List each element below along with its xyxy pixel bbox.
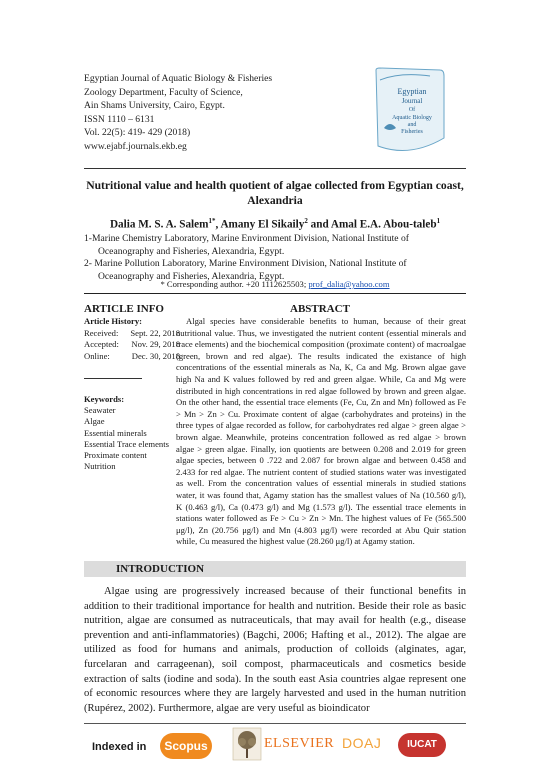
logo-text-line: Journal [401, 97, 423, 105]
logo-text-line: Egyptian [397, 87, 427, 96]
author-affil-mark: 1 [436, 217, 441, 225]
section-divider [84, 293, 466, 294]
author-separator: and [307, 218, 331, 231]
journal-issn: ISSN 1110 – 6131 [84, 113, 155, 125]
indexed-in-label: Indexed in [92, 741, 147, 753]
journal-logo [370, 66, 450, 158]
iucat-logo[interactable]: IUCAT [398, 733, 446, 757]
doaj-logo[interactable]: DOAJ [342, 735, 382, 751]
author-affil-mark: 2 [304, 217, 308, 225]
history-row-value: Dec. 30, 2018 [131, 350, 180, 361]
author-affil-mark: 1* [208, 217, 216, 225]
affiliation-line: Oceanography and Fisheries, Alexandria, Egypt. [98, 270, 285, 282]
abstract-heading: ABSTRACT [290, 303, 350, 315]
history-row [84, 351, 180, 363]
history-row [84, 328, 180, 340]
history-row-label: Received: [84, 327, 119, 338]
history-row-value: Nov. 29, 2018 [131, 339, 180, 350]
keyword-item: Essential minerals [84, 427, 147, 438]
journal-info [84, 72, 272, 154]
article-info-heading: ARTICLE INFO [84, 303, 164, 315]
article-history [84, 316, 180, 362]
footer-divider [84, 723, 466, 724]
introduction-text: Algae using are progressively increased because of their functional benefits in addition to their traditional importance for health and nutrition. Beside their role as basic nutrition, algae are consumed as nutraceuticals, that may avail for health (e.g., disease prevention and anti-inflammatories) (Bagchi, 2006; Hafting et al., 2012). The algae are utilized as food for humans and animals, production of colloids (alginates, agar, furcelaran and carrageenan), soil compost, pharmaceuticals and cosmetics beside extraction of salts (iodine and soda). In the south east Asia countries algae represent one of economic resources where they are largely harvested and used in the human nutrition (Rupérez, 2002). Furthermore, algae are very useful as bioindicator [84, 586, 466, 714]
journal-website: www.ejabf.journals.ekb.eg [84, 140, 187, 152]
journal-department: Zoology Department, Faculty of Science, [84, 86, 243, 98]
keyword-item: Nutrition [84, 461, 116, 472]
keyword-item: Proximate content [84, 450, 147, 461]
author-name: Amany El Sikaily [220, 218, 305, 231]
affiliation-line: 1-Marine Chemistry Laboratory, Marine Environment Division, National Institute of [84, 233, 409, 244]
journal-name: Egyptian Journal of Aquatic Biology & Fisheries [84, 73, 273, 84]
affiliations [84, 233, 466, 283]
history-row-label: Accepted: [84, 339, 119, 350]
header-divider [84, 168, 466, 169]
affiliation-line: Oceanography and Fisheries, Alexandria, Egypt. [98, 245, 285, 257]
logo-text-line: Of [408, 107, 416, 113]
journal-university: Ain Shams University, Cairo, Egypt. [84, 100, 225, 112]
keyword-item: Seawater [84, 405, 116, 416]
logo-text-line: Fisheries [401, 129, 423, 135]
elsevier-logo[interactable]: ELSEVIER [264, 736, 335, 751]
affiliation-line: 2- Marine Pollution Laboratory, Marine Environment Division, National Institute of [84, 258, 407, 270]
introduction-heading: INTRODUCTION [116, 563, 205, 575]
author-separator: , [215, 218, 221, 231]
history-label: Article History: [84, 316, 142, 326]
history-row [84, 339, 180, 351]
keywords [84, 394, 184, 472]
keyword-item: Essential Trace elements [84, 438, 169, 449]
abstract-text: Algal species have considerable benefits to human, because of their great nutritional value. Thus, we investigated the nutrient content (essential minerals and trace elements) and the biochemical composition (proximate content) of macroalgae (green, brown and red algae). The results indicated the existance of high concentrations of the essential minerals as Na, K, Ca and Mg. Brown algae gave high Na and K values followed by red and green algae. While, Ca and Mg were distributed in high concentrations in red algae followed by brown and green algae. On the other hand, the essential trace elements (Fe, Cu, Zn and Mn) followed as Fe > Mn > Zn > Cu. Proximate content of algae (carbohydrates and proteins) in the three types of algae recorded as follow, for carbohydrates red algae > green algae > brown algae. Meanwhile, proteins concentration followed as red algae > brown algae > green algae. Finally, ion quotients are between 0.208 and 2.019 for green algae species, between 0 .722 and 2.087 for brown algae and between 0.458 and 2.433 for red algae. The nutrient content of studied stations water was investigated as well. From the concentration values of essential minerals in studied stations water, it was found that, Agamy station has the smallest values of Na (10.560 g/l), K (0.463 g/l), Ca (0.473 g/l) and Mg (1.573 g/l). The essential trace elements in stations water followed as Fe > Cu > Zn > Mn. The highest values of Fe (565.500 μg/l), Zn (20.756 μg/l) and Mn (4.803 μg/l) were recorded at Abu Quir station while, Cu measured the highest value (28.260 μg/l) at Agamy station. [176, 316, 466, 547]
keywords-label: Keywords: [84, 394, 125, 404]
author-list [84, 217, 466, 231]
corresponding-author [84, 279, 466, 289]
corresponding-text: * Corresponding author. +20 1112625503; [160, 279, 309, 289]
author-name: Dalia M. S. A. Salem [109, 218, 209, 231]
author-name: Amal E.A. Abou-taleb [330, 218, 437, 231]
paper-title: Nutritional value and health quotient of algae collected from Egyptian coast, Alexandria [86, 179, 464, 207]
journal-volume: Vol. 22(5): 419- 429 (2018) [84, 127, 191, 139]
keyword-divider [84, 378, 142, 379]
corresponding-email-link[interactable]: prof_dalia@yahoo.com [308, 279, 390, 289]
logo-text-line: and [407, 122, 417, 128]
history-row-value: Sept. 22, 2018 [130, 327, 180, 338]
keyword-item: Algae [84, 416, 105, 427]
scopus-logo[interactable]: Scopus [160, 733, 212, 759]
history-row-label: Online: [84, 350, 110, 361]
logo-text-line: Aquatic Biology [392, 115, 432, 121]
elsevier-tree-icon [232, 727, 262, 761]
